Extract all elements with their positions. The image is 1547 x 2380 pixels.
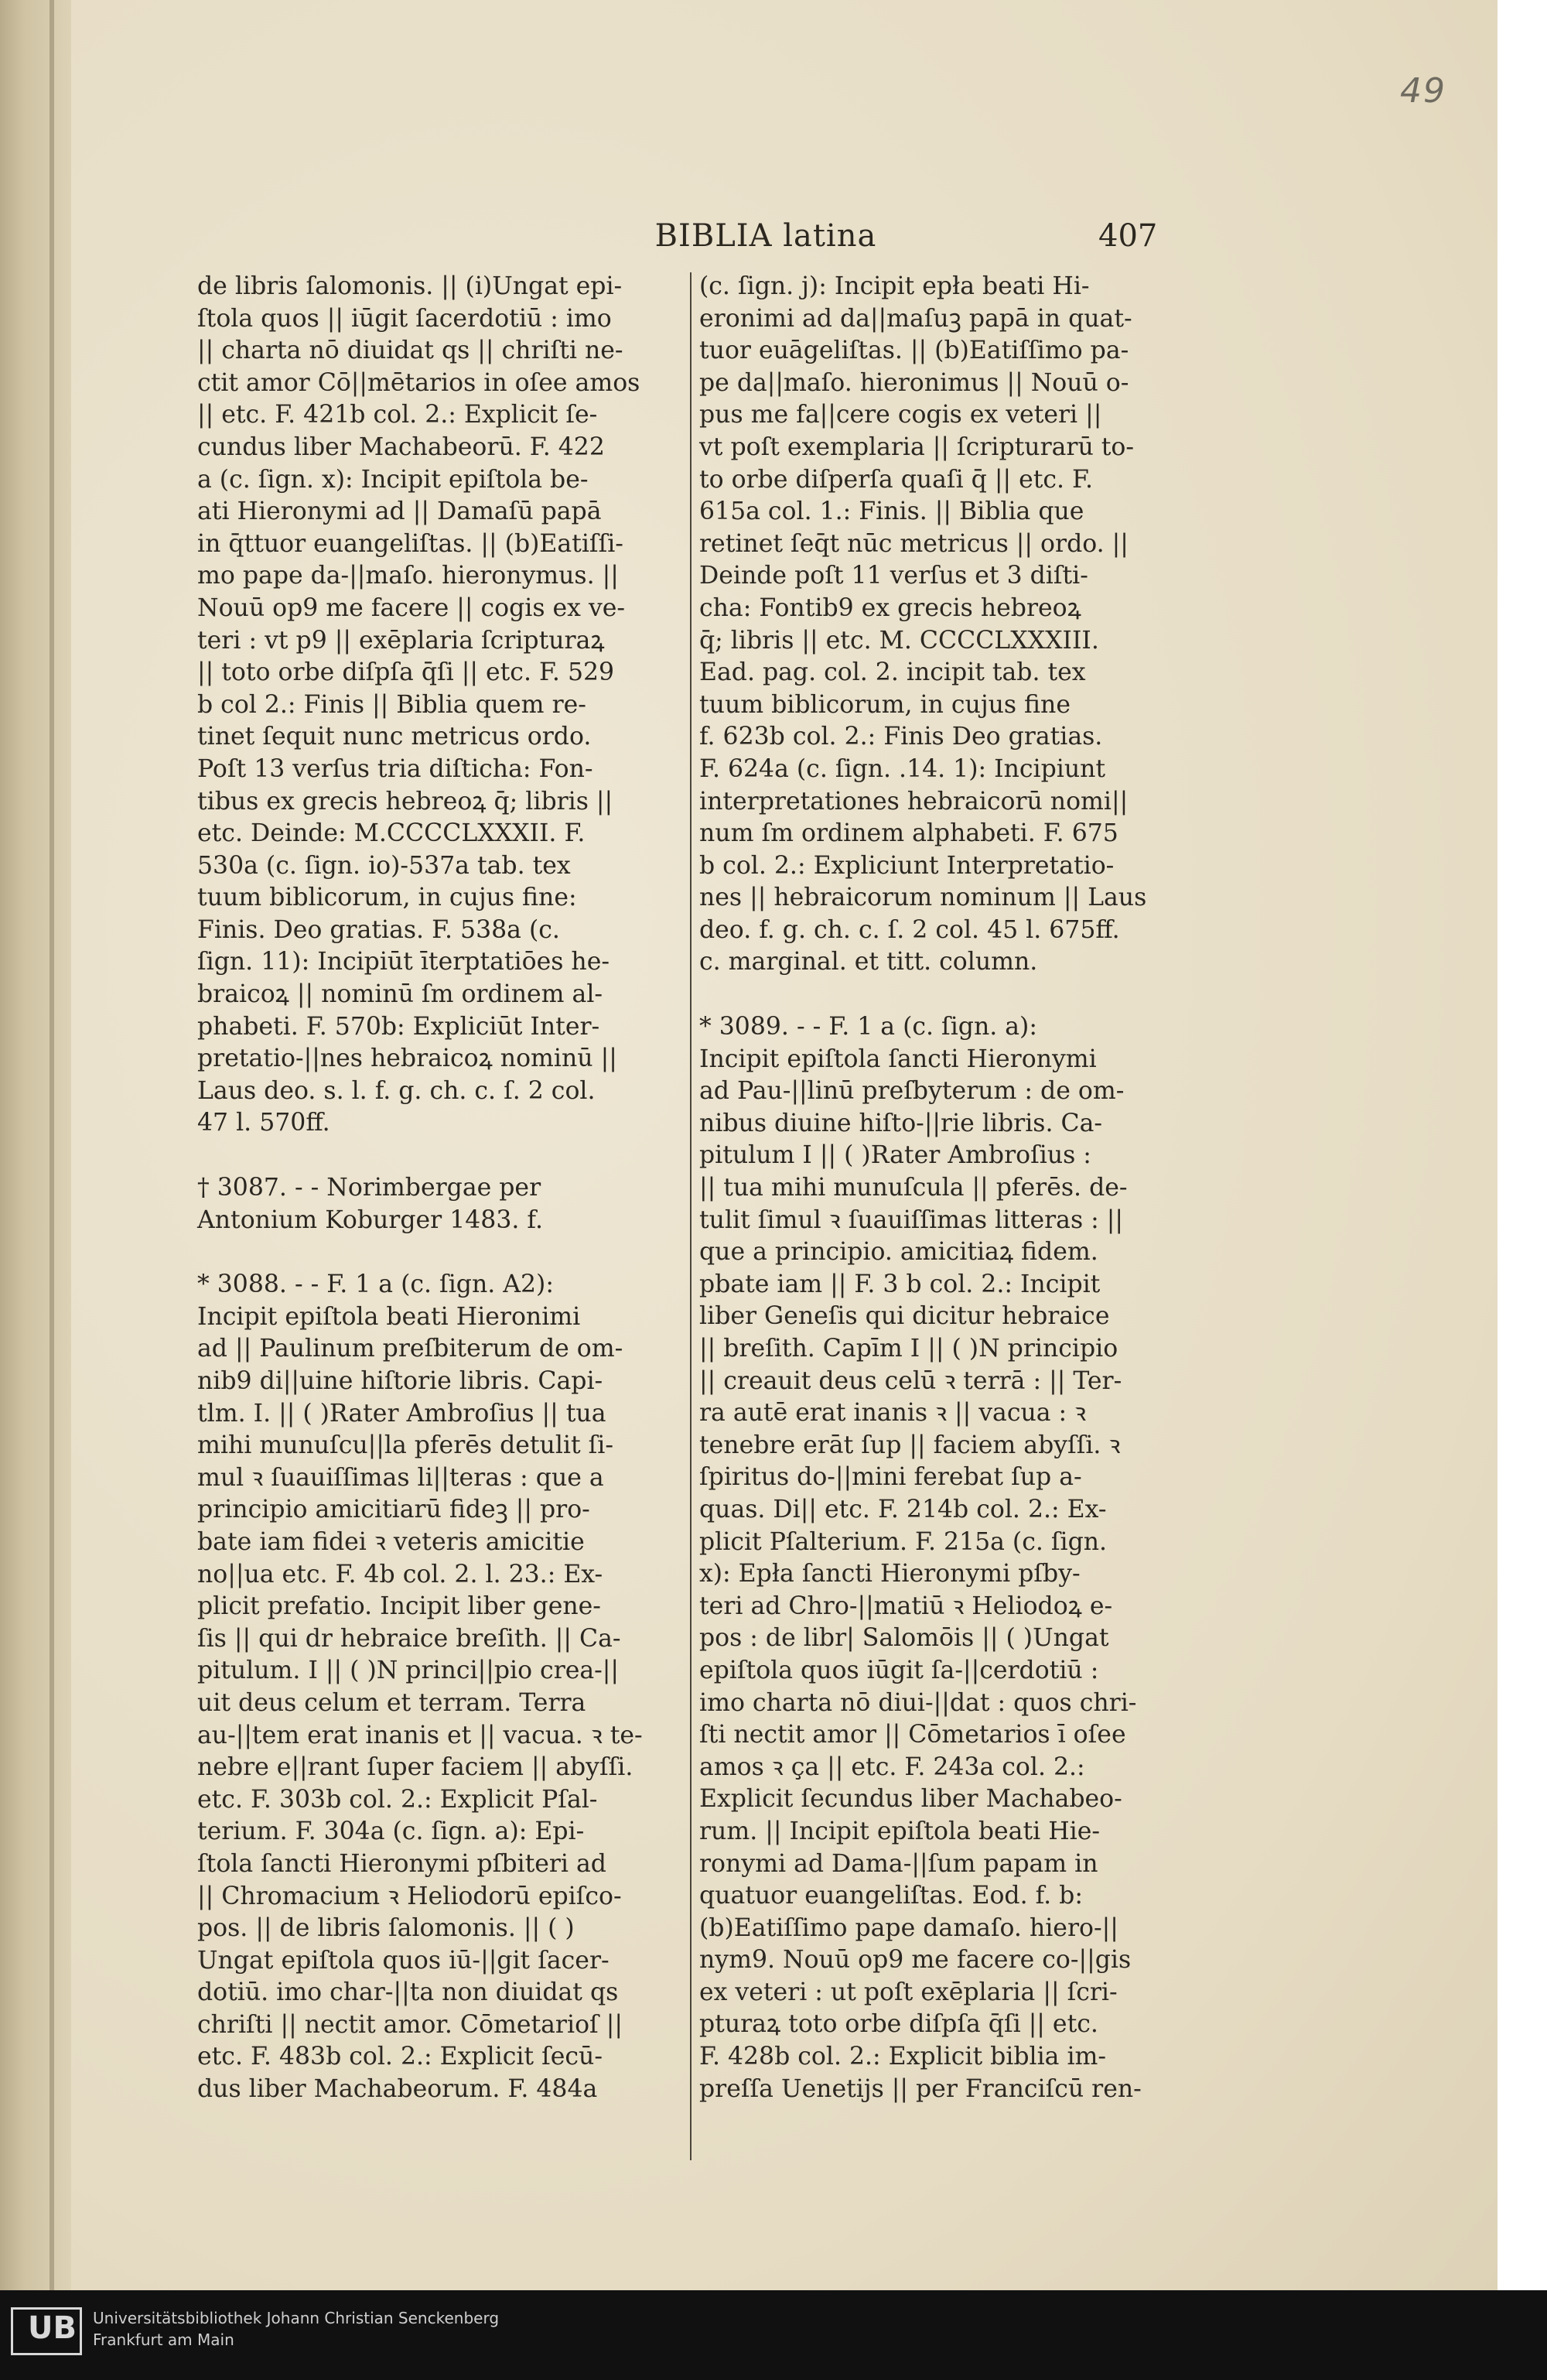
text-line: ad || Paulinum preſbiterum de om- — [197, 1335, 623, 1363]
text-line: plicit prefatio. Incipit liber gene- — [197, 1592, 601, 1621]
text-line: pretatio-||nes hebraicoꝝ nominū || — [197, 1045, 617, 1073]
text-line: * 3089. - - F. 1 a (c. ſign. a): — [699, 1013, 1037, 1041]
text-line — [197, 1236, 700, 1269]
text-line: a (c. ſign. x): Incipit epiſtola be- — [197, 465, 589, 494]
text-line: Incipit epiſtola beati Hieronimi — [197, 1302, 581, 1331]
text-line: F. 624a (c. ſign. .14. 1): Incipiunt — [699, 754, 1106, 783]
text-line: ſtola ſancti Hieronymi pſbiteri ad — [197, 1849, 606, 1878]
text-line: imo charta nō diui-||dat : quos chri- — [699, 1688, 1137, 1717]
text-line: tibus ex grecis hebreoꝝ q̄; libris || — [197, 787, 613, 816]
text-line: mul ꝛ ſuauiſſimas li||teras : que a — [197, 1463, 604, 1492]
text-line: b col 2.: Finis || Biblia quem re- — [197, 690, 586, 719]
text-line: pitulum. I || ( )N princi||pio crea-|| — [197, 1657, 620, 1685]
text-line: tenebre erāt ſup || faciem abyſſi. ꝛ — [699, 1431, 1121, 1459]
text-line: eronimi ad da||maſuꝫ papā in quat- — [699, 304, 1132, 333]
text-line: phabeti. F. 570b: Expliciūt Inter- — [197, 1012, 600, 1041]
text-line: uit deus celum et terram. Terra — [197, 1688, 586, 1717]
text-line: ati Hieronymi ad || Damaſū papā — [197, 498, 602, 526]
left-text-column — [197, 271, 700, 2106]
text-line: quas. Di|| etc. F. 214b col. 2.: Ex- — [699, 1495, 1107, 1523]
text-line: interpretationes hebraicorū nomi|| — [699, 787, 1129, 816]
text-line: chriſti || nectit amor. Cōmetarioſ || — [197, 2010, 623, 2039]
text-line: Deinde poſt 11 verſus et 3 diſti- — [699, 562, 1088, 590]
text-line: dus liber Machabeorum. F. 484a — [197, 2075, 598, 2104]
text-line: dotiū. imo char-||ta non diuidat qs — [197, 1978, 619, 2007]
text-line: epiſtola quos iūgit ſa-||cerdotiū : — [699, 1656, 1099, 1684]
text-line: preſſa Uenetijs || per Franciſcū ren- — [699, 2074, 1142, 2103]
text-line: deo. f. g. ch. c. ſ. 2 col. 45 l. 675ff. — [699, 915, 1120, 944]
text-line: amos ꝛ ça || etc. F. 243a col. 2.: — [699, 1753, 1085, 1781]
text-line: || Chromacium ꝛ Heliodorū epiſco- — [197, 1882, 622, 1910]
text-line: || tua mihi munuſcula || pferēs. de- — [699, 1174, 1128, 1202]
text-line: retinet ſeq̄t nūc metricus || ordo. || — [699, 529, 1129, 558]
text-line: rum. || Incipit epiſtola beati Hie- — [699, 1817, 1101, 1845]
text-line: teri ad Chro-||matiū ꝛ Heliodoꝝ e- — [699, 1592, 1113, 1620]
text-line: (b)Eatiſſimo pape damaſo. hiero-|| — [699, 1913, 1118, 1942]
text-line: || breſith. Capīm I || ( )N principio — [699, 1335, 1118, 1363]
column-divider — [690, 272, 692, 2160]
text-line: ctit amor Cō||mētarios in oſee amos — [197, 368, 640, 397]
text-line: tuum biblicorum, in cujus fine: — [197, 884, 577, 912]
text-line: || creauit deus celū ꝛ terrā : || Ter- — [699, 1366, 1122, 1395]
library-logo: UB — [28, 2310, 77, 2346]
text-line: ſtola quos || iūgit ſacerdotiū : imo — [197, 304, 612, 333]
text-line: || etc. F. 421b col. 2.: Explicit ſe- — [197, 401, 598, 429]
book-binding-shadow — [0, 0, 71, 2290]
text-line: ſpiritus do-||mini ferebat ſup a- — [699, 1463, 1082, 1492]
text-line: Poſt 13 verſus tria diſticha: Fon- — [197, 754, 593, 783]
right-text-column — [699, 271, 1202, 2105]
text-line: principio amicitiarū fideꝫ || pro- — [197, 1496, 590, 1524]
text-line: nibus diuine hiſto-||rie libris. Ca- — [699, 1109, 1102, 1137]
text-line: nib9 di||uine hiſtorie libris. Capi- — [197, 1367, 603, 1395]
text-line: 530a (c. ſign. io)-537a tab. tex — [197, 851, 571, 880]
text-line: Finis. Deo gratias. F. 538a (c. — [197, 915, 560, 944]
text-line — [699, 979, 1202, 1011]
footer-location: Frankfurt am Main — [93, 2330, 234, 2349]
text-line: cha: Fontib9 ex grecis hebreoꝝ — [699, 593, 1081, 622]
text-line: f. 623b col. 2.: Finis Deo gratias. — [699, 723, 1103, 751]
text-line: ſis || qui dr hebraice breſith. || Ca- — [197, 1624, 621, 1653]
text-line: pbate iam || F. 3 b col. 2.: Incipit — [699, 1270, 1101, 1298]
text-line: tinet ſequit nunc metricus ordo. — [197, 723, 592, 751]
text-line: bate iam fidei ꝛ veteris amicitie — [197, 1527, 585, 1556]
text-line: ſti nectit amor || Cōmetarios ī oſee — [699, 1721, 1126, 1749]
text-line: etc. Deinde: M.CCCCLXXXII. F. — [197, 819, 586, 848]
text-line: etc. F. 303b col. 2.: Explicit Pſal- — [197, 1785, 598, 1814]
text-line: pturaꝝ toto orbe diſpſa q̄ſi || etc. — [699, 2010, 1098, 2039]
text-line: † 3087. - - Norimbergae per — [197, 1174, 541, 1202]
text-line: q̄; libris || etc. M. CCCCLXXXIII. — [699, 626, 1099, 655]
text-line: vt poſt exemplaria || ſcripturarū to- — [699, 433, 1135, 461]
text-line: plicit Pſalterium. F. 215a (c. ſign. — [699, 1527, 1108, 1556]
text-line: ex veteri : ut poſt exēplaria || ſcri- — [699, 1978, 1118, 2006]
text-line: tulit ſimul ꝛ ſuauiſſimas litteras : || — [699, 1205, 1123, 1234]
page-margin-background — [1497, 0, 1547, 2290]
text-line: 47 l. 570ff. — [197, 1109, 330, 1137]
handwritten-folio-number: 49 — [1400, 71, 1446, 111]
text-line: F. 428b col. 2.: Explicit biblia im- — [699, 2043, 1107, 2071]
footer-institution: Universitätsbibliothek Johann Christian Senckenberg — [93, 2309, 500, 2327]
text-line: (c. ſign. j): Incipit epła beati Hi- — [699, 272, 1090, 300]
text-line: Antonium Koburger 1483. f. — [197, 1205, 543, 1234]
text-line: ronymi ad Dama-||ſum papam in — [699, 1849, 1098, 1878]
text-line: teri : vt p9 || exēplaria ſcripturaꝝ — [197, 626, 605, 655]
text-line: ad Pau-||linū preſbyterum : de om- — [699, 1077, 1125, 1106]
text-line: pos. || de libris ſalomonis. || ( ) — [197, 1914, 575, 1943]
text-line: pitulum I || ( )Rater Ambroſius : — [699, 1141, 1091, 1170]
text-line: pe da||maſo. hieronimus || Nouū o- — [699, 368, 1129, 397]
page-number: 407 — [1098, 218, 1158, 254]
text-line: nym9. Nouū op9 me facere co-||gis — [699, 1946, 1132, 1975]
text-line: Ead. pag. col. 2. incipit tab. tex — [699, 658, 1086, 687]
text-line: Laus deo. s. l. f. g. ch. c. ſ. 2 col. — [197, 1076, 596, 1105]
text-line: mihi munuſcu||la pferēs detulit ſi- — [197, 1431, 614, 1460]
text-line: no||ua etc. F. 4b col. 2. l. 23.: Ex- — [197, 1560, 603, 1588]
text-line — [197, 1140, 700, 1172]
text-line: au-||tem erat inanis et || vacua. ꝛ te- — [197, 1721, 643, 1749]
text-line: nebre e||rant ſuper faciem || abyſſi. — [197, 1753, 633, 1782]
text-line: || toto orbe diſpſa q̄ſi || etc. F. 529 — [197, 658, 615, 687]
text-line: etc. F. 483b col. 2.: Explicit ſecū- — [197, 2043, 603, 2071]
text-line: tuum biblicorum, in cujus fine — [699, 690, 1071, 719]
text-line: tlm. I. || ( )Rater Ambroſius || tua — [197, 1399, 606, 1428]
text-line: to orbe diſperſa quaſi q̄ || etc. F. — [699, 465, 1094, 494]
text-line: mo pape da-||maſo. hieronymus. || — [197, 562, 619, 590]
text-line: Ungat epiſtola quos iū-||git ſacer- — [197, 1946, 610, 1975]
running-header-title: BIBLIA latina — [654, 218, 877, 254]
binding-fold — [50, 0, 54, 2290]
text-line: quatuor euangeliſtas. Eod. f. b: — [699, 1882, 1083, 1910]
text-line: 615a col. 1.: Finis. || Biblia que — [699, 498, 1084, 526]
text-line: in q̄ttuor euangeliſtas. || (b)Eatiſſi- — [197, 529, 623, 558]
text-line: terium. F. 304a (c. ſign. a): Epi- — [197, 1817, 585, 1846]
text-line: Incipit epiſtola ſancti Hieronymi — [699, 1045, 1097, 1073]
text-line: c. marginal. et titt. column. — [699, 948, 1038, 976]
text-line: x): Epła ſancti Hieronymi pſby- — [699, 1560, 1081, 1588]
text-line: pos : de libr| Salomōis || ( )Ungat — [699, 1624, 1109, 1653]
text-line: nes || hebraicorum nominum || Laus — [699, 884, 1147, 912]
text-line: num ſm ordinem alphabeti. F. 675 — [699, 819, 1118, 848]
text-line: que a principio. amicitiaꝝ fidem. — [699, 1238, 1098, 1267]
text-line: liber Geneſis qui dicitur hebraice — [699, 1302, 1110, 1331]
text-line: ra autē erat inanis ꝛ || vacua : ꝛ — [699, 1399, 1087, 1428]
text-line: de libris ſalomonis. || (i)Ungat epi- — [197, 272, 623, 300]
text-line: Explicit ſecundus liber Machabeo- — [699, 1785, 1122, 1814]
text-line: b col. 2.: Expliciunt Interpretatio- — [699, 851, 1115, 880]
text-line: cundus liber Machabeorū. F. 422 — [197, 433, 605, 461]
text-line: || charta nō diuidat qs || chriſti ne- — [197, 337, 623, 365]
text-line: ſign. 11): Incipiūt īterptatiōes he- — [197, 948, 610, 976]
text-line: pus me fa||cere cogis ex veteri || — [699, 401, 1102, 429]
text-line: * 3088. - - F. 1 a (c. ſign. A2): — [197, 1270, 554, 1299]
text-line: Nouū op9 me facere || cogis ex ve- — [197, 593, 626, 622]
text-line: tuor euāgeliſtas. || (b)Eatiſſimo pa- — [699, 337, 1129, 365]
text-line: braicoꝝ || nominū ſm ordinem al- — [197, 980, 603, 1009]
